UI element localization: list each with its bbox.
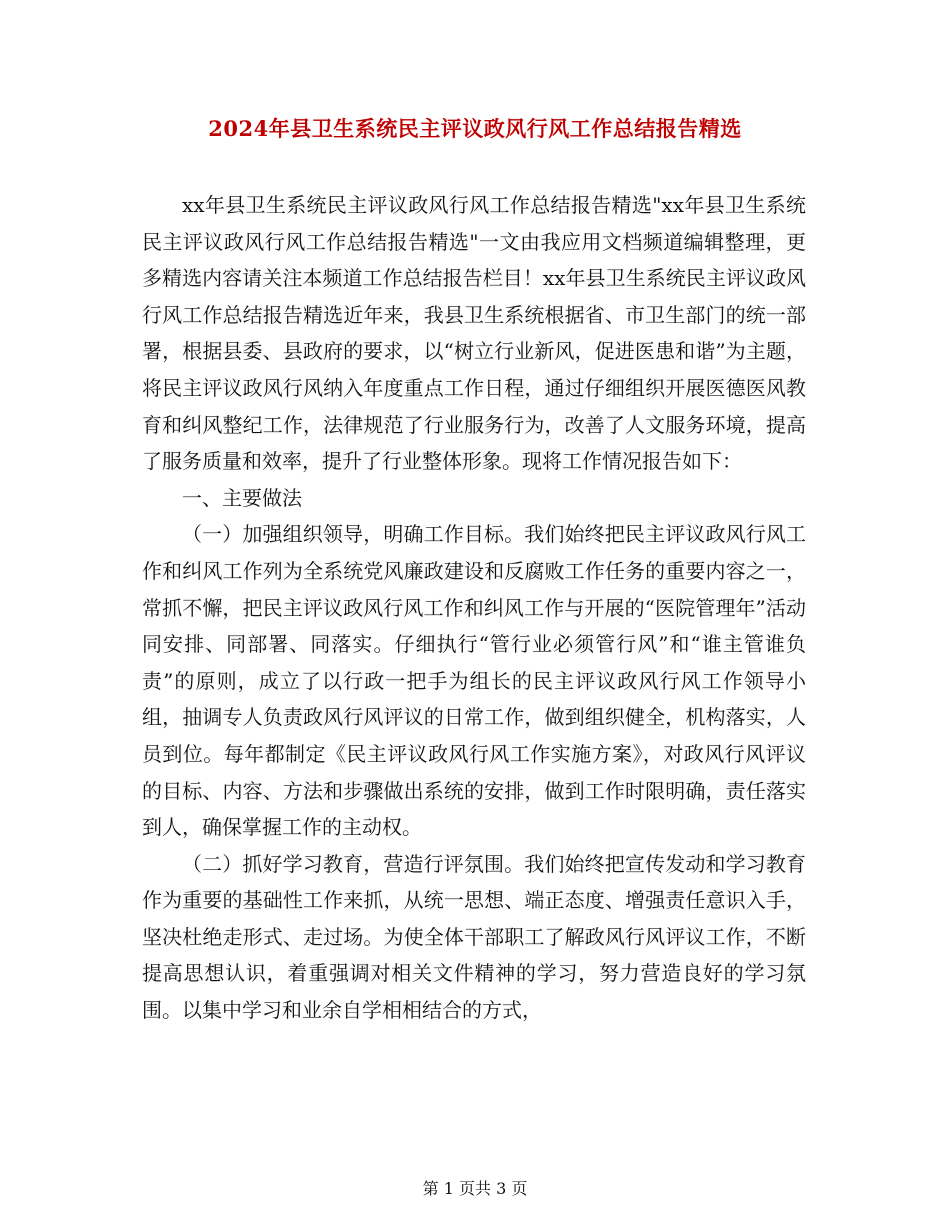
body-paragraph: （一）加强组织领导，明确工作目标。我们始终把民主评议政风行风工作和纠风工作列为全系统党风廉政建设和反腐败工作任务的重要内容之一，常抓不懈，把民主评议政风行风工作和纠风工作与开展的“医院管理年”活动同安排、同部署、同落实。仔细执行“管行业必须管行风”和“谁主管谁负责”的原则，成立了以行政一把手为组长的民主评议政风行风工作领导小组，抽调专人负责政风行风评议的日常工作，做到组织健全，机构落实，人员到位。每年都制定《民主评议政风行风工作实施方案》，对政风行风评议的目标、内容、方法和步骤做出系统的安排，做到工作时限明确，责任落实到人，确保掌握工作的主动权。 [142,522,806,840]
page-number-footer: 第 1 页共 3 页 [422,1179,528,1198]
intro-paragraph: xx年县卫生系统民主评议政风行风工作总结报告精选"xx年县卫生系统民主评议政风行风工作总结报告精选"一文由我应用文档频道编辑整理，更多精选内容请关注本频道工作总结报告栏目！xx年县卫生系统民主评议政风行风工作总结报告精选近年来，我县卫生系统根据省、市卫生部门的统一部署，根据县委、县政府的要求，以“树立行业新风，促进医患和谐”为主题，将民主评议政风行风纳入年度重点工作日程，通过仔细组织开展医德医风教育和纠风整纪工作，法律规范了行业服务行为，改善了人文服务环境，提高了服务质量和效率，提升了行业整体形象。现将工作情况报告如下： [142,193,806,474]
body-paragraph: （二）抓好学习教育，营造行评氛围。我们始终把宣传发动和学习教育作为重要的基础性工作来抓，从统一思想、端正态度、增强责任意识入手，坚决杜绝走形式、走过场。为使全体干部职工了解政风行风评议工作，不断提高思想认识，着重强调对相关文件精神的学习，努力营造良好的学习氛围。以集中学习和业余自学相相结合的方式， [142,851,806,1023]
document-title: 2024年县卫生系统民主评议政风行风工作总结报告精选 [208,116,742,141]
section-heading: 一、主要做法 [182,485,302,510]
document-body [142,187,806,1029]
